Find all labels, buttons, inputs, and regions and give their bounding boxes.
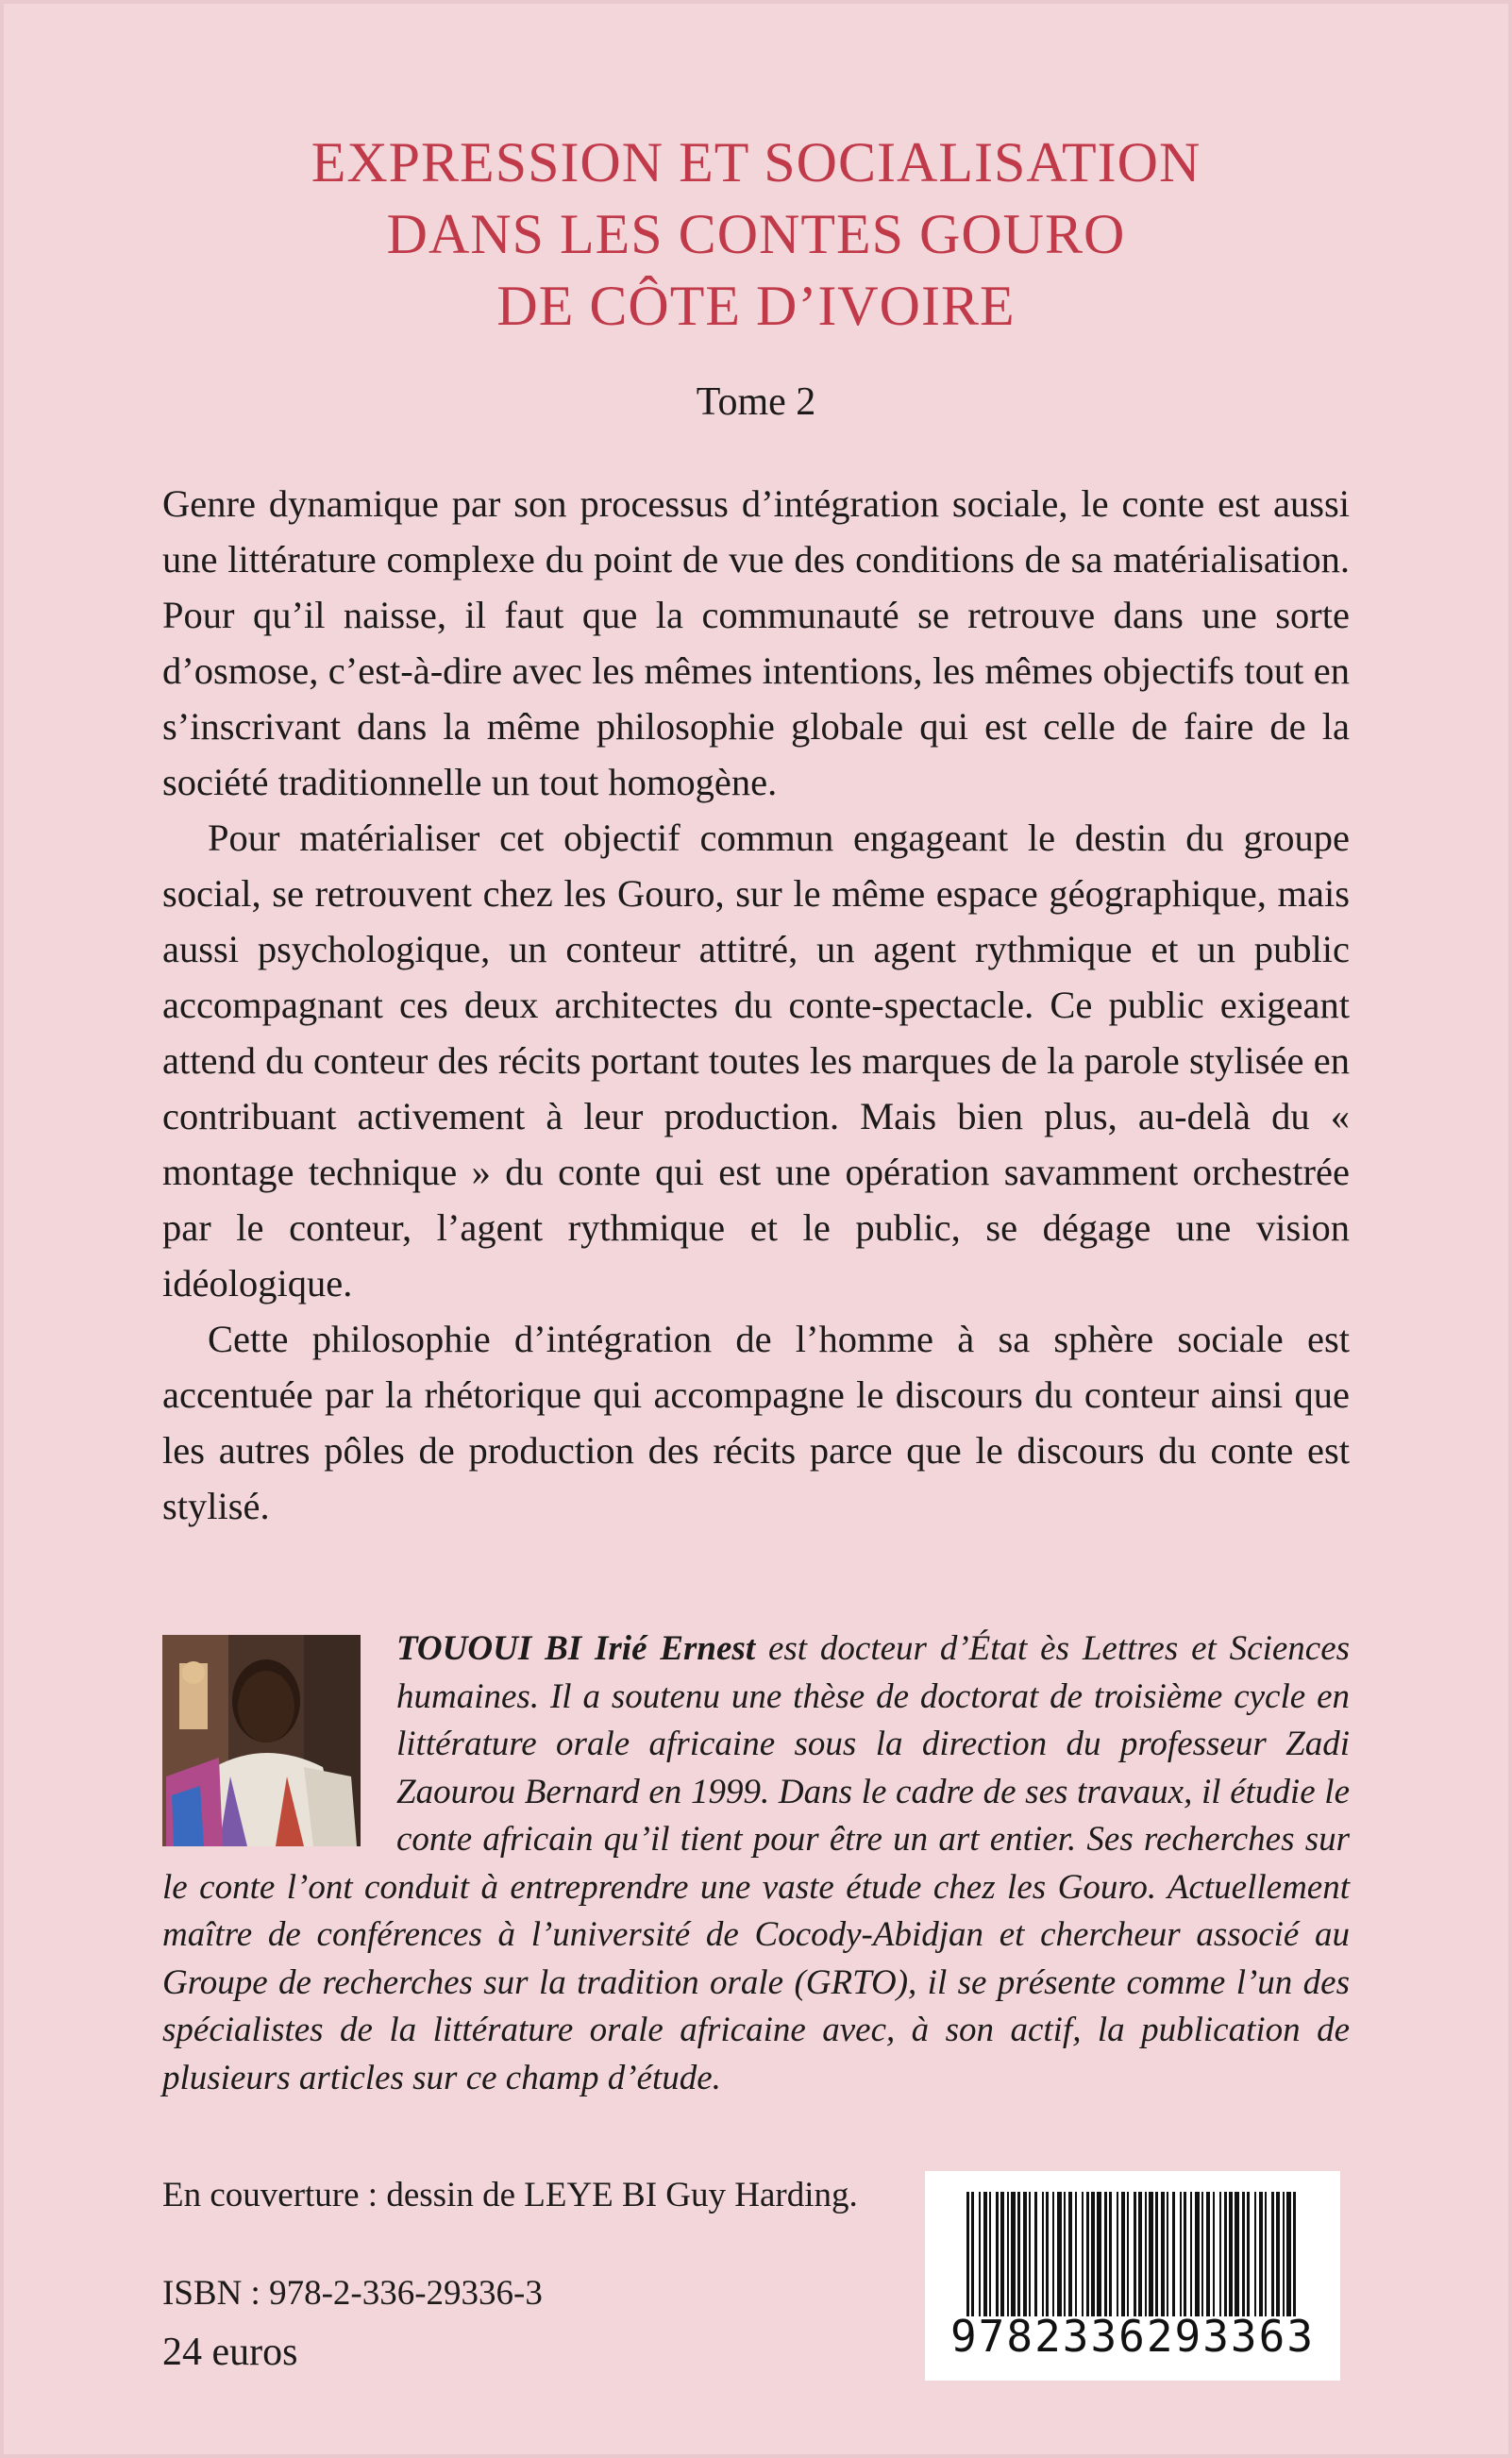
barcode-bar [1064, 2192, 1066, 2316]
summary-paragraph-2: Pour matérialiser cet objectif commun engageant le destin du groupe social, se retrouvent chez les Gouro, sur le même espace géographique, mais aussi psychologique, un conteur attitré, un agent rythmique et un public accompagnant ces deux architectes du conte-spectacle. Ce public exigeant attend du conteur des récits portant toutes les marques de la parole stylisée en contribuant activement à leur production. Mais bien plus, au-delà du « montage technique » du conte qui est une opération savamment orchestrée par le conteur, l’agent rythmique et le public, se dégage une vision idéologique. [162, 817, 1350, 1305]
barcode-bar [1075, 2192, 1077, 2316]
barcode-bar [1283, 2192, 1285, 2316]
barcode-bar [1235, 2192, 1239, 2316]
barcode-bar [996, 2192, 999, 2316]
photo-spacer [162, 1625, 396, 1852]
barcode-bar [1229, 2192, 1233, 2316]
author-bio [162, 1625, 1350, 2102]
barcode-bar [1057, 2192, 1062, 2316]
title-line-2: DANS LES CONTES GOURO [386, 203, 1126, 265]
barcode-bar [1127, 2192, 1129, 2316]
barcode-bar [1104, 2192, 1107, 2316]
barcode-bar [1042, 2192, 1044, 2316]
volume-label: Tome 2 [696, 380, 816, 424]
summary-paragraph-3: Cette philosophie d’intégration de l’homme à sa sphère sociale est accentuée par la rhétorique qui accompagne le discours du conteur ainsi que les autres pôles de production des récits parce que le discours du conte est stylisé. [162, 1318, 1350, 1527]
barcode-bar [1172, 2192, 1175, 2316]
barcode-bar [1155, 2192, 1158, 2316]
barcode-bar [989, 2192, 991, 2316]
barcode-bar [1247, 2192, 1250, 2316]
barcode-bar [1259, 2192, 1263, 2316]
barcode-bar [1149, 2192, 1153, 2316]
barcode-bar [1082, 2192, 1084, 2316]
barcode-bar [1213, 2192, 1215, 2316]
barcode-bar [1195, 2192, 1200, 2316]
barcode-bar [1023, 2192, 1027, 2316]
summary-text [162, 476, 1350, 1534]
barcode-bar [1017, 2192, 1020, 2316]
barcode-bar [1000, 2192, 1004, 2316]
author-name: TOUOUI BI Irié Ernest [396, 1629, 756, 1668]
barcode-bar [1007, 2192, 1009, 2316]
barcode-bar [966, 2192, 969, 2316]
barcode-bar [1121, 2192, 1125, 2316]
barcode-bar [1086, 2192, 1089, 2316]
barcode-bar [983, 2192, 987, 2316]
cover-credit: En couverture : dessin de LEYE BI Guy Harding. [162, 2176, 858, 2214]
barcode-bars [963, 2192, 1302, 2316]
barcode-bar [1276, 2192, 1280, 2316]
title-line-1: EXPRESSION ET SOCIALISATION [311, 131, 1201, 194]
price: 24 euros [162, 2331, 298, 2374]
barcode-bar [1109, 2192, 1112, 2316]
barcode-bar [1052, 2192, 1054, 2316]
barcode-bar [1011, 2192, 1016, 2316]
barcode-bar [1265, 2192, 1267, 2316]
barcode-bar [1190, 2192, 1192, 2316]
barcode-digits: 9782336293363 [949, 2311, 1316, 2362]
barcode-bar [979, 2192, 981, 2316]
barcode-bar [1161, 2192, 1165, 2316]
barcode-bar [1271, 2192, 1274, 2316]
isbn: ISBN : 978-2-336-29336-3 [162, 2274, 543, 2313]
barcode-bar [1091, 2192, 1095, 2316]
barcode-bar [1242, 2192, 1245, 2316]
barcode-bar [1145, 2192, 1147, 2316]
barcode-bar [1068, 2192, 1072, 2316]
barcode-bar [971, 2192, 974, 2316]
summary-paragraph-1: Genre dynamique par son processus d’intégration sociale, le conte est aussi une littérature complexe du point de vue des conditions de sa matérialisation. Pour qu’il naisse, il faut que la communauté se retrouve dans une sorte d’osmose, c’est-à-dire avec les mêmes intentions, les mêmes objectifs tout en s’inscrivant dans la même philosophie globale qui est celle de faire de la société traditionnelle un tout homogène. [162, 482, 1350, 803]
barcode-bar [1184, 2192, 1186, 2316]
barcode-bar [1293, 2192, 1296, 2316]
barcode-bar [1224, 2192, 1227, 2316]
barcode-bar [1206, 2192, 1210, 2316]
barcode-bar [1219, 2192, 1221, 2316]
title-line-3: DE CÔTE D’IVOIRE [496, 275, 1016, 337]
barcode-bar [1201, 2192, 1203, 2316]
barcode-bar [1046, 2192, 1049, 2316]
barcode-bar [1180, 2192, 1182, 2316]
barcode-bar [1167, 2192, 1168, 2316]
barcode-bar [1034, 2192, 1037, 2316]
barcode-bar [1117, 2192, 1118, 2316]
barcode-bar [1097, 2192, 1101, 2316]
barcode-bar [1254, 2192, 1256, 2316]
author-bio-text: est docteur d’État ès Lettres et Sciences humaines. Il a soutenu une thèse de doctorat de troisième cycle en littérature orale africaine sous la direction du professeur Zadi Zaourou Bernard en 1999. Dans le cadre de ses travaux, il étudie le conte africain qu’il tient pour être un art entier. Ses recherches sur le conte l’ont conduit à entreprendre une vaste étude chez les Gouro. Actuellement maître de conférences à l’université de Cocody-Abidjan et chercheur associé au Groupe de recherches sur la tradition orale (GRTO), il se présente comme l’un des spécialistes de la littérature orale africaine avec, à son actif, la publication de plusieurs articles sur ce champ d’étude. [162, 1629, 1351, 2097]
barcode-bar [1029, 2192, 1031, 2316]
barcode-bar [1134, 2192, 1136, 2316]
barcode-bar [1286, 2192, 1291, 2316]
barcode-bar [1138, 2192, 1142, 2316]
book-title [4, 126, 1508, 342]
barcode [925, 2171, 1340, 2381]
